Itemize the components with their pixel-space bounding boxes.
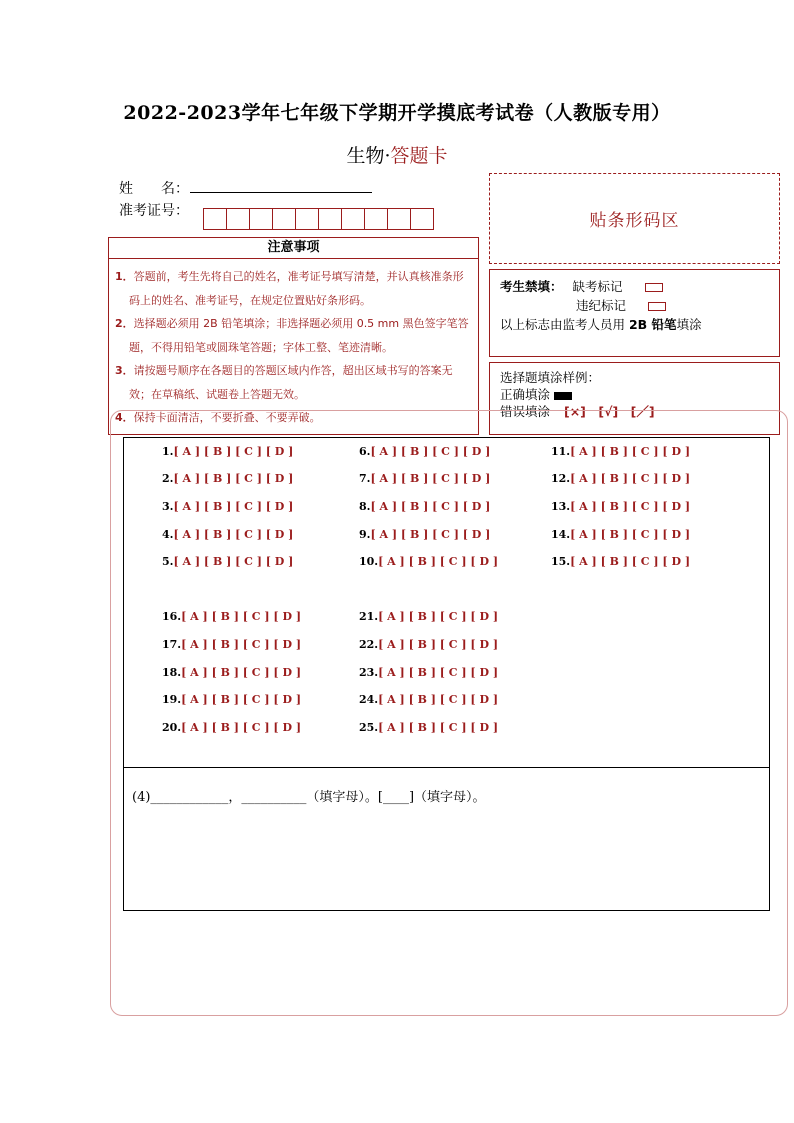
answer-options[interactable]: [ A ] [ B ] [ C ] [ D ] (378, 638, 499, 651)
notice-item-number: 4． (115, 411, 134, 424)
question-number: 8. (359, 500, 371, 513)
choice-question-row[interactable] (359, 445, 490, 458)
wrong-fill-examples: [×] [√] [／] (564, 404, 655, 419)
forbid-note-prefix: 以上标志由监考人员用 (500, 317, 629, 332)
notice-item-text: 答题前，考生先将自己的姓名，准考证号填写清楚，并认真核准条形码上的姓名、准考证号，在规定位置贴好条形码。 (129, 270, 464, 307)
choice-question-row[interactable] (162, 528, 293, 541)
exam-id-boxes[interactable] (203, 208, 433, 230)
forbid-label: 考生禁填： (500, 279, 563, 294)
sample-title: 选择题填涂样例： (500, 370, 601, 385)
answer-options[interactable]: [ A ] [ B ] [ C ] [ D ] (570, 445, 691, 458)
question-number: 7. (359, 472, 371, 485)
answer-options[interactable]: [ A ] [ B ] [ C ] [ D ] (378, 555, 499, 568)
exam-title: 2022-2023学年七年级下学期开学摸底考试卷（人教版专用） (123, 102, 671, 124)
question-number: 14. (551, 528, 571, 541)
answer-options[interactable]: [ A ] [ B ] [ C ] [ D ] (570, 555, 691, 568)
question-number: 17. (162, 638, 182, 651)
answer-options[interactable]: [ A ] [ B ] [ C ] [ D ] (370, 472, 491, 485)
question-number: 23. (359, 666, 379, 679)
exam-id-digit-box[interactable] (203, 208, 227, 230)
choice-question-row[interactable] (359, 528, 490, 541)
choice-question-row[interactable] (359, 610, 498, 623)
question-number: 13. (551, 500, 571, 513)
forbid-note-bold: 2B 铅笔 (628, 317, 677, 332)
exam-id-digit-box[interactable] (295, 208, 319, 230)
answer-options[interactable]: [ A ] [ B ] [ C ] [ D ] (181, 638, 302, 651)
answer-options[interactable]: [ A ] [ B ] [ C ] [ D ] (173, 445, 294, 458)
notice-item-text: 选择题必须用 2B 铅笔填涂；非选择题必须用 0.5 mm 黑色签字笔答题，不得用铅笔或圆珠笔答题；字体工整、笔迹清晰。 (129, 317, 469, 354)
choice-question-row[interactable] (359, 666, 498, 679)
violation-mark-label: 违纪标记 (576, 298, 627, 313)
wrong-fill-label: 错误填涂 (500, 404, 551, 419)
question-number: 3. (162, 500, 174, 513)
answer-options[interactable]: [ A ] [ B ] [ C ] [ D ] (181, 666, 302, 679)
answer-options[interactable]: [ A ] [ B ] [ C ] [ D ] (570, 500, 691, 513)
choice-question-row[interactable] (551, 500, 690, 513)
question-number: 25. (359, 721, 379, 734)
choice-question-row[interactable] (162, 666, 301, 679)
choice-question-row[interactable] (162, 472, 293, 485)
absent-mark-box[interactable] (645, 283, 663, 292)
question-number: 4. (162, 528, 174, 541)
absent-mark-label: 缺考标记 (572, 279, 623, 294)
violation-mark-box[interactable] (648, 302, 666, 311)
question-number: 24. (359, 693, 379, 706)
answer-options[interactable]: [ A ] [ B ] [ C ] [ D ] (173, 555, 294, 568)
answer-card-label: 答题卡 (390, 145, 448, 167)
choice-question-row[interactable] (162, 555, 293, 568)
choice-question-row[interactable] (162, 445, 293, 458)
fill-in-answer-box[interactable] (123, 767, 770, 911)
exam-id-digit-box[interactable] (387, 208, 411, 230)
choice-question-row[interactable] (359, 555, 498, 568)
notice-item-text: 请按题号顺序在各题目的答题区域内作答，超出区域书写的答案无效；在草稿纸、试题卷上答题无效。 (129, 364, 453, 401)
question-number: 1. (162, 445, 174, 458)
question-number: 6. (359, 445, 371, 458)
question-number: 16. (162, 610, 182, 623)
exam-id-digit-box[interactable] (226, 208, 250, 230)
notice-item-number: 2． (115, 317, 134, 330)
name-field[interactable] (190, 192, 372, 193)
answer-options[interactable]: [ A ] [ B ] [ C ] [ D ] (370, 528, 491, 541)
answer-options[interactable]: [ A ] [ B ] [ C ] [ D ] (378, 610, 499, 623)
choice-question-row[interactable] (162, 610, 301, 623)
choice-question-row[interactable] (162, 721, 301, 734)
barcode-area (489, 173, 780, 264)
question-number: 21. (359, 610, 379, 623)
forbid-note-suffix: 填涂 (676, 317, 702, 332)
notice-item (115, 265, 472, 312)
answer-options[interactable]: [ A ] [ B ] [ C ] [ D ] (370, 445, 491, 458)
exam-id-label: 准考证号： (119, 203, 189, 219)
answer-options[interactable]: [ A ] [ B ] [ C ] [ D ] (173, 472, 294, 485)
notice-item-number: 3． (115, 364, 134, 377)
answer-options[interactable]: [ A ] [ B ] [ C ] [ D ] (378, 693, 499, 706)
choice-question-row[interactable] (551, 445, 690, 458)
notice-item (115, 359, 472, 406)
choice-question-row[interactable] (162, 638, 301, 651)
exam-id-digit-box[interactable] (341, 208, 365, 230)
choice-question-row[interactable] (359, 721, 498, 734)
card-subtitle (0, 141, 794, 168)
question-number: 22. (359, 638, 379, 651)
correct-fill-label: 正确填涂 (500, 387, 551, 402)
notice-heading: 注意事项 (108, 237, 479, 259)
question-number: 5. (162, 555, 174, 568)
question-number: 10. (359, 555, 379, 568)
exam-id-digit-box[interactable] (249, 208, 273, 230)
notice-item (115, 312, 472, 359)
exam-id-digit-box[interactable] (318, 208, 342, 230)
question-number: 2. (162, 472, 174, 485)
name-label: 姓 名： (119, 181, 189, 197)
answer-options[interactable]: [ A ] [ B ] [ C ] [ D ] (181, 610, 302, 623)
question-number: 19. (162, 693, 182, 706)
exam-id-digit-box[interactable] (272, 208, 296, 230)
answer-options[interactable]: [ A ] [ B ] [ C ] [ D ] (173, 528, 294, 541)
choice-question-row[interactable] (551, 528, 690, 541)
notice-body (108, 258, 479, 435)
choice-question-row[interactable] (359, 693, 498, 706)
question-number: 20. (162, 721, 182, 734)
correct-fill-example (554, 392, 572, 400)
multiple-choice-box (123, 437, 770, 768)
choice-question-row[interactable] (359, 638, 498, 651)
question-number: 15. (551, 555, 571, 568)
notice-item-text: 保持卡面清洁，不要折叠、不要弄破。 (133, 411, 321, 424)
answer-options[interactable]: [ A ] [ B ] [ C ] [ D ] (378, 721, 499, 734)
choice-question-row[interactable] (162, 693, 301, 706)
forbid-box (489, 269, 780, 357)
choice-question-row[interactable] (551, 472, 690, 485)
answer-options[interactable]: [ A ] [ B ] [ C ] [ D ] (173, 500, 294, 513)
answer-options[interactable]: [ A ] [ B ] [ C ] [ D ] (370, 500, 491, 513)
choice-question-row[interactable] (162, 500, 293, 513)
question-number: 12. (551, 472, 571, 485)
question-number: 18. (162, 666, 182, 679)
question-number: 9. (359, 528, 371, 541)
choice-question-row[interactable] (551, 555, 690, 568)
exam-id-digit-box[interactable] (410, 208, 434, 230)
choice-question-row[interactable] (359, 500, 490, 513)
question-number: 11. (551, 445, 571, 458)
notice-item-number: 1． (115, 270, 134, 283)
choice-question-row[interactable] (359, 472, 490, 485)
answer-options[interactable]: [ A ] [ B ] [ C ] [ D ] (570, 528, 691, 541)
answer-options[interactable]: [ A ] [ B ] [ C ] [ D ] (378, 666, 499, 679)
subject-name: 生物· (346, 145, 391, 167)
answer-options[interactable]: [ A ] [ B ] [ C ] [ D ] (570, 472, 691, 485)
answer-line-4: (4)____________，__________（填字母）。[____]（填字母）。 (132, 790, 486, 805)
answer-options[interactable]: [ A ] [ B ] [ C ] [ D ] (181, 693, 302, 706)
exam-id-digit-box[interactable] (364, 208, 388, 230)
barcode-label: 贴条形码区 (589, 211, 680, 231)
answer-options[interactable]: [ A ] [ B ] [ C ] [ D ] (181, 721, 302, 734)
